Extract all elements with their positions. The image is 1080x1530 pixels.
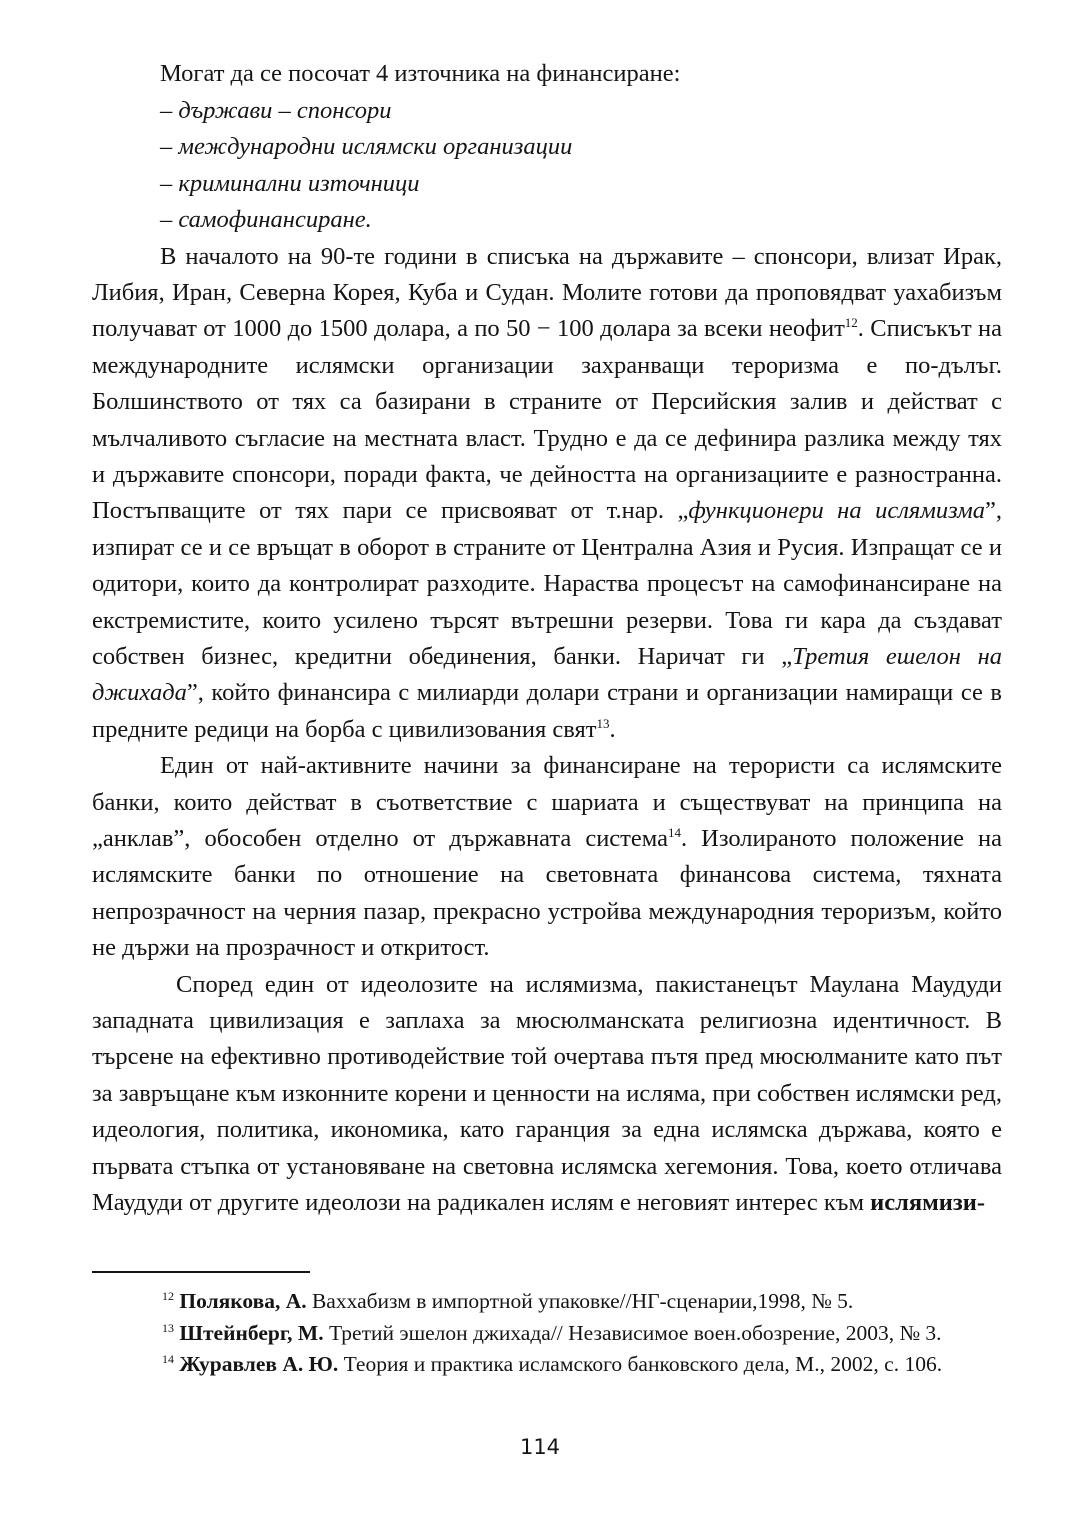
emphasis-third-echelon: Третия ешелон на джихада [92, 642, 1002, 707]
footnote-12: $^{12}$ Полякова, А. Ваххабизм в импортной упаковке//НГ-сценарии,1998, № 5. [162, 1288, 854, 1313]
footnote-ref-14[interactable]: 14 [667, 824, 681, 840]
footnote-author: Штейнберг, М. [179, 1320, 324, 1345]
source-item-islamic-organizations: – международни ислямски организации [160, 133, 573, 160]
bold-term: ислямизи- [870, 1189, 986, 1217]
page-number: 114 [519, 1435, 561, 1459]
footnote-14: $^{14}$ Журавлев А. Ю. Теория и практика исламского банковского дела, М., 2002, с. 106. [162, 1351, 943, 1376]
emphasis-functionaries: функционери на ислямизма [688, 497, 986, 525]
source-item-state-sponsors: – държави – спонсори [160, 96, 392, 124]
footnote-ref-12[interactable]: 12 [844, 315, 858, 331]
footnotes [92, 1286, 1002, 1381]
paragraph-islamic-banks: Един от най-активните начини за финансиране на терористи са ислямските банки, които действат в съответствие с шариата и съществуват на принципа на „анклав”, обособен отделно от държавната система$^{14}$. Изолираното положение на ислямските банки по отношение на световната финансова система, тяхната непрозрачност на черния пазар, прекрасно устройва международния тероризъм, който не държи на прозрачност и откритост. [92, 752, 1002, 962]
footnote-separator [92, 1271, 310, 1273]
footnote-author: Журавлев А. Ю. [179, 1352, 339, 1376]
paragraph-maududi: Според един от идеолозите на ислямизма, пакистанецът Маулана Маудуди западната цивилизация е заплаха за мюсюлманската религиозна идентичност. В търсене на ефективно противодействие той очертава пътя пред мюсюлманите като път за завръщане към изконните корени и ценности на исляма, при собствен ислямски ред, идеология, политика, икономика, като гаранция за една ислямска държава, която е първата стъпка от установяване на световна ислямска хегемония. Това, което отличава Маудуди от другите идеолози на радикален ислям е неговият интерес към ислямизи- [92, 970, 1002, 1217]
financing-sources-intro: Могат да се посочат 4 източника на финансиране: [160, 60, 681, 87]
source-item-self-financing: – самофинансиране. [160, 206, 372, 233]
footnote-author: Полякова, А. [179, 1289, 307, 1313]
footnote-13: $^{13}$ Штейнберг, М. Третий эшелон джихада// Независимое воен.обозрение, 2003, № 3. [162, 1320, 942, 1345]
source-item-criminal-sources: – криминални източници [160, 169, 420, 197]
footnote-ref-13[interactable]: 13 [596, 715, 610, 731]
page-body [92, 56, 1002, 1221]
paragraph-state-sponsors: В началото на 90-те години в списъка на държавите – спонсори, влизат Ирак, Либия, Иран, Северна Корея, Куба и Судан. Молите готови да проповядват уахабизъм получават от 1000 до 1500 долара, а по 50 − 100 долара за всеки неофит$^{12}$. Списъкът на международните ислямски организации захранващи тероризма е по-дълъг. Болшинството от тях са базирани в страните от Персийския залив и действат с мълчаливото съгласие на местната власт. Трудно е да се дефинира разлика между тях и държавите спонсори, поради факта, че дейността на организациите е разностранна. Постъпващите от тях пари се присвояват от т.нар. „функционери на ислямизма”, изпират се и се връщат в оборот в страните от Централна Азия и Русия. Изпращат се и одитори, които да контролират разходите. Нараства процесът на самофинансиране на екстремистите, които усилено търсят вътрешни резерви. Това ги кара да създават собствен бизнес, кредитни обединения, банки. Наричат ги „Третия ешелон на джихада”, който финансира с милиарди долари страни и организации намиращи се в предните редици на борба с цивилизования свят$^{13}$. [92, 242, 1003, 743]
